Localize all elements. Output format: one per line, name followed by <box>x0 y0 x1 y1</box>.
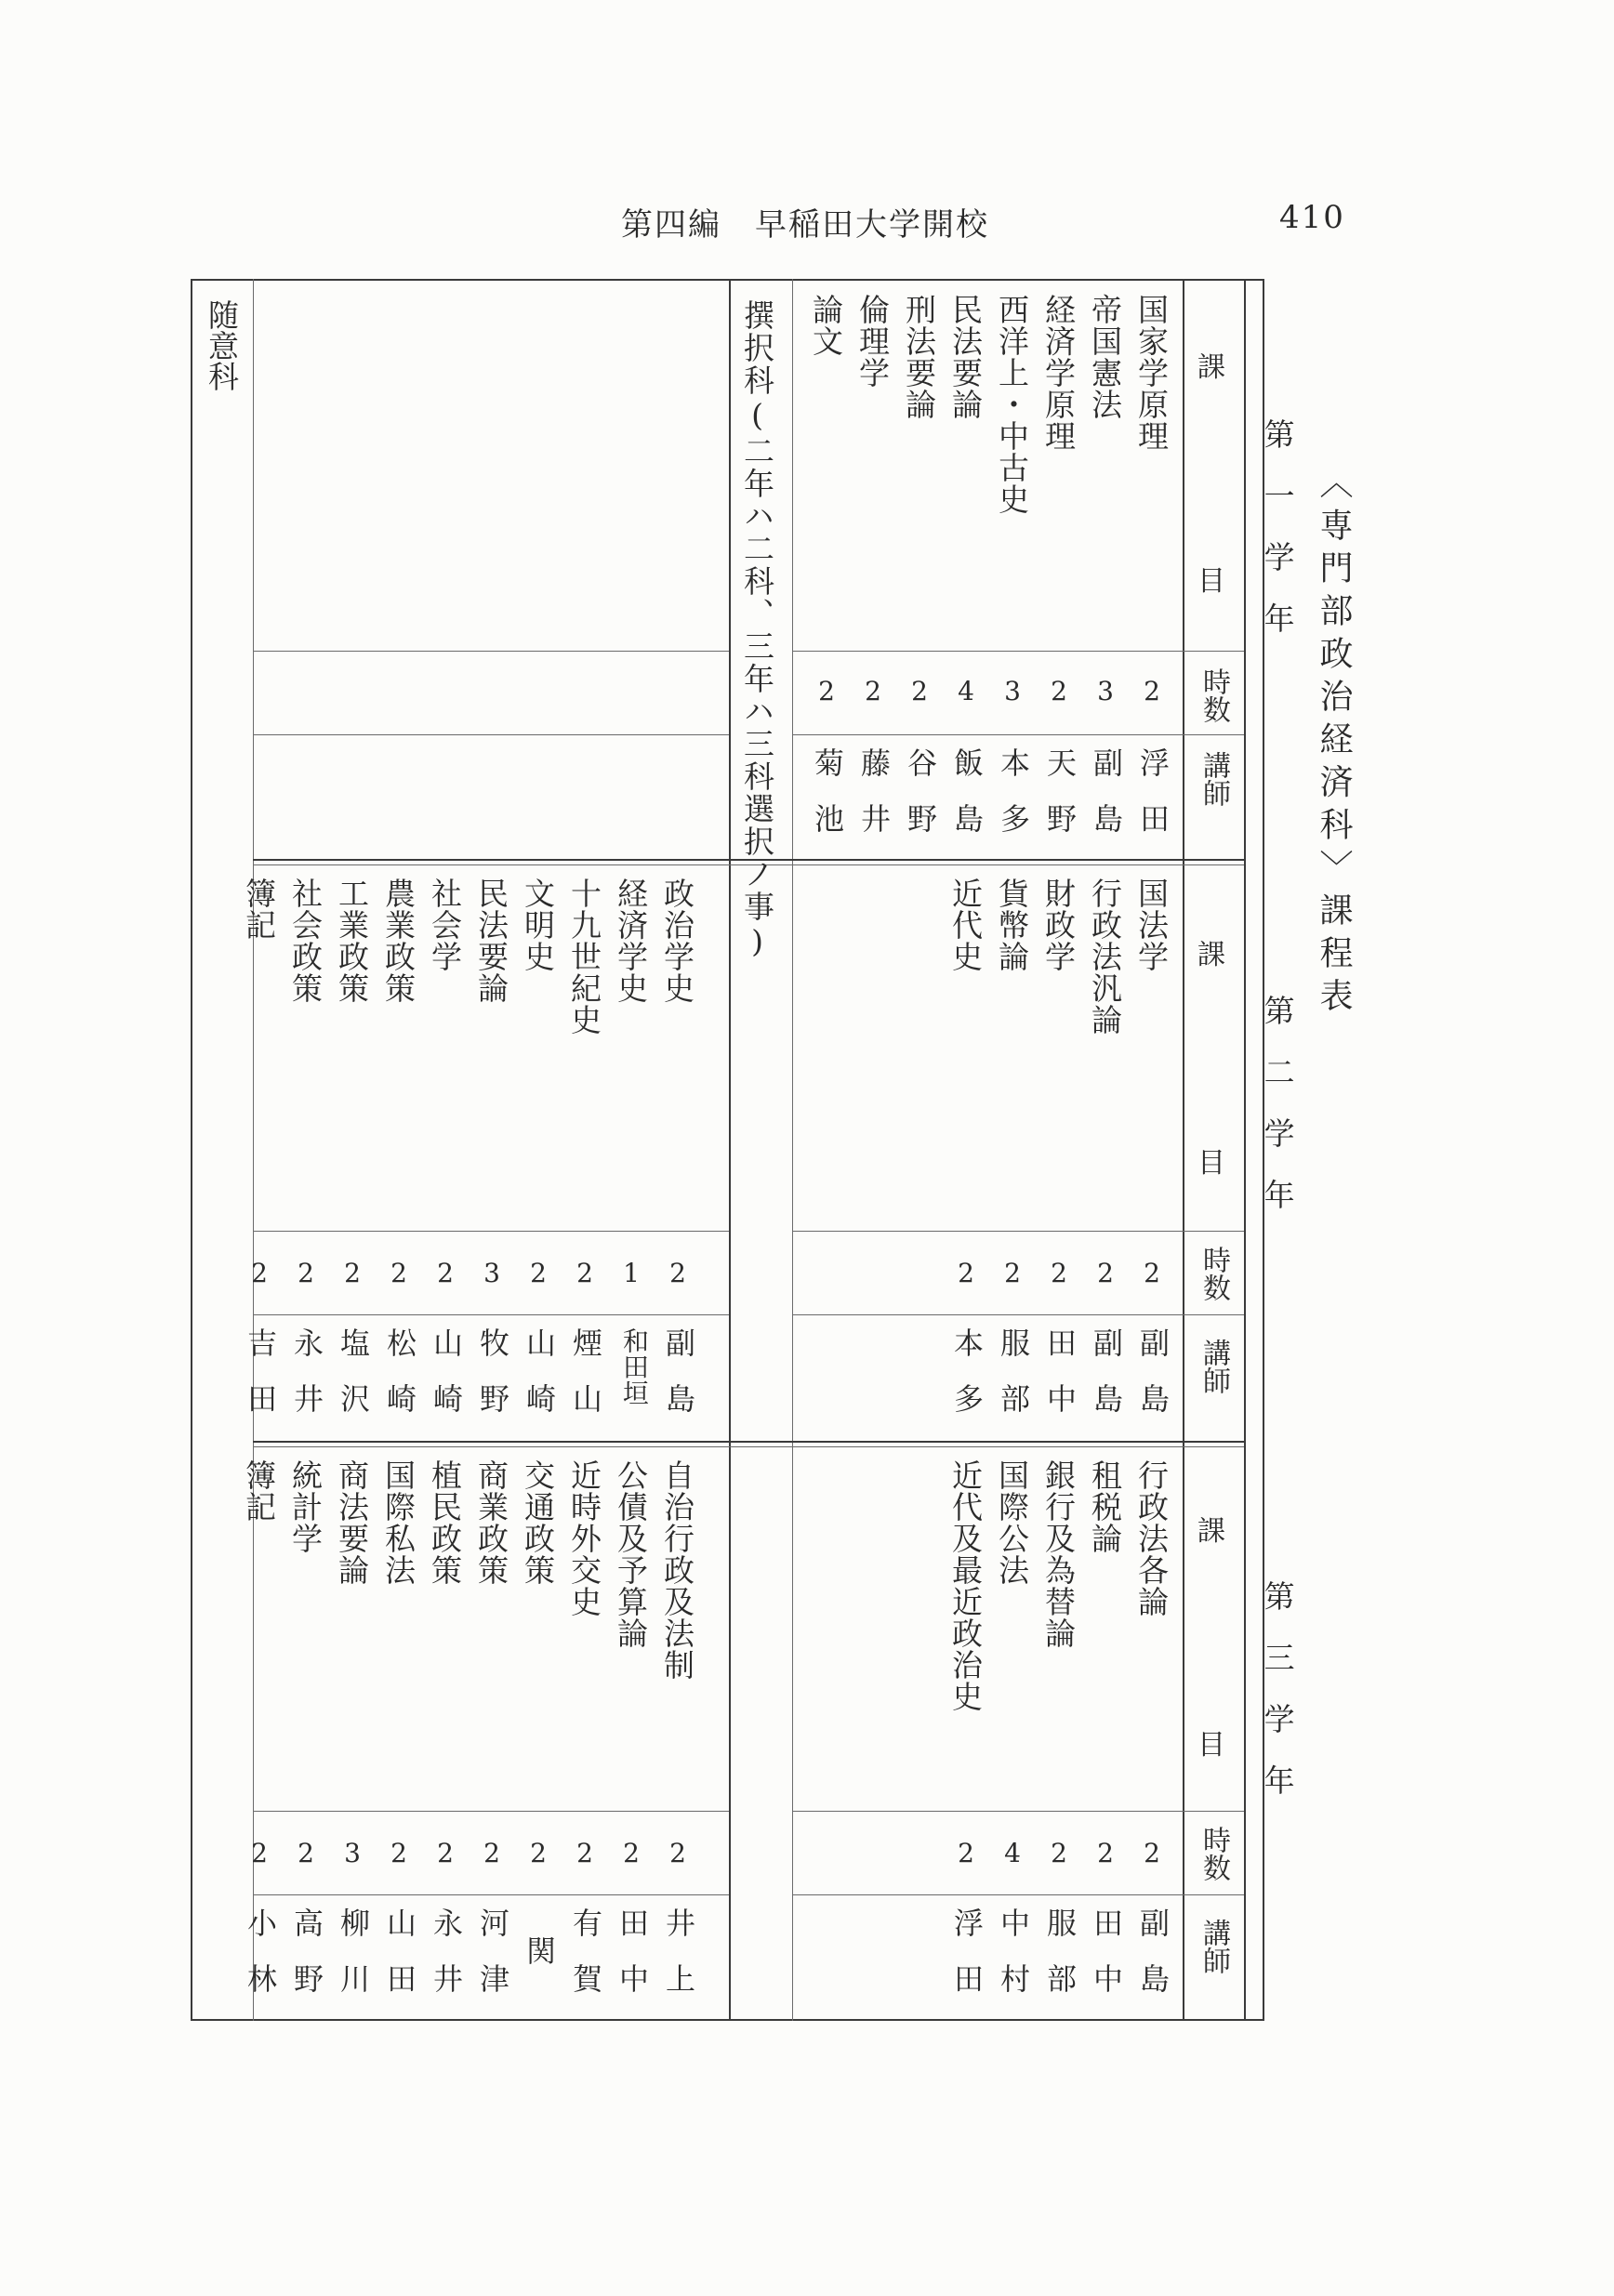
y2-subject-hours-divider <box>253 1231 729 1232</box>
y3-elective-hours: 2 <box>298 1838 314 1868</box>
y1-required-hours: 3 <box>1097 676 1114 706</box>
y2-elective-subject: 文明史 <box>520 877 556 972</box>
y3-elective-hours: 2 <box>576 1838 593 1868</box>
y3-hours-lecturer-divider <box>253 1894 729 1895</box>
y2-elective-subject: 経済学史 <box>613 877 649 1004</box>
y2-elective-lecturer: 松崎 <box>382 1327 417 1439</box>
y3-required-hours: 2 <box>1144 1838 1160 1868</box>
y3-label-subject-top: 課 <box>1197 1515 1225 1548</box>
y1-required-subject: 国家学原理 <box>1133 294 1170 452</box>
y3-elective-subject: 商法要論 <box>334 1459 370 1586</box>
y2-label-subject-bottom: 目 <box>1197 1147 1225 1180</box>
y3-required-subject: 銀行及為替論 <box>1040 1459 1077 1649</box>
y3-elective-lecturer: 河津 <box>475 1907 510 2019</box>
y3-elective-subject: 公債及予算論 <box>613 1459 649 1649</box>
y2-elective-hours: 2 <box>298 1258 314 1288</box>
y2-hours-lecturer-divider <box>253 1314 729 1315</box>
y1-required-subject: 西洋上・中古史 <box>994 294 1030 515</box>
y2-elective-lecturer: 山崎 <box>429 1327 464 1439</box>
y3-required-subject: 行政法各論 <box>1133 1459 1170 1617</box>
y2-required-lecturer: 副島 <box>1089 1327 1124 1439</box>
y2-elective-hours: 2 <box>390 1258 407 1288</box>
y2-hours-lecturer-divider-r <box>792 1314 1244 1315</box>
y1-required-subject: 帝国憲法 <box>1087 294 1123 420</box>
y2-required-lecturer: 田中 <box>1042 1327 1078 1439</box>
table-border-left <box>191 279 192 2021</box>
y2-elective-hours: 2 <box>669 1258 686 1288</box>
y3-elective-lecturer: 山田 <box>382 1907 417 2019</box>
y3-elective-subject: 自治行政及法制 <box>659 1459 695 1681</box>
y3-subject-hours-divider-r <box>792 1811 1244 1812</box>
y3-label-lecturer: 講師 <box>1197 1919 1230 1974</box>
y1-required-subject: 経済学原理 <box>1040 294 1077 452</box>
y3-required-hours: 2 <box>958 1838 974 1868</box>
y2-required-subject: 行政法汎論 <box>1087 877 1123 1036</box>
y3-required-lecturer: 田中 <box>1089 1907 1124 2019</box>
y3-elective-hours: 2 <box>669 1838 686 1868</box>
y2-elective-lecturer: 和田垣 <box>619 1327 650 1405</box>
y3-required-hours: 2 <box>1097 1838 1114 1868</box>
table-title: 〈専門部政治経済科〉課程表 <box>1315 465 1353 1021</box>
y2-elective-subject: 民法要論 <box>473 877 509 1004</box>
y3-elective-subject: 簿記 <box>241 1459 277 1523</box>
y3-label-div-b <box>1183 1894 1244 1895</box>
y2-required-subject: 貨幣論 <box>994 877 1030 972</box>
y2-elective-hours: 2 <box>576 1258 593 1288</box>
y2-elective-subject: 政治学史 <box>659 877 695 1004</box>
y2-required-subject: 国法学 <box>1133 877 1170 972</box>
y3-elective-subject: 植民政策 <box>427 1459 463 1586</box>
y3-elective-lecturer: 高野 <box>289 1907 324 2019</box>
y2-label-subject-top: 課 <box>1197 939 1225 971</box>
y3-elective-subject: 統計学 <box>287 1459 324 1554</box>
elective-col-left <box>729 279 731 2021</box>
y2-elective-hours: 1 <box>623 1258 640 1288</box>
y2-required-hours: 2 <box>1051 1258 1067 1288</box>
y1-label-lecturer: 講師 <box>1197 751 1230 807</box>
y1-required-subject: 民法要論 <box>947 294 984 420</box>
y2-required-lecturer: 本多 <box>949 1327 985 1439</box>
y3-elective-subject: 交通政策 <box>520 1459 556 1586</box>
y2-elective-hours: 2 <box>437 1258 454 1288</box>
y3-required-lecturer: 服部 <box>1042 1907 1078 2019</box>
year-3-label: 第 三 学 年 <box>1259 1580 1296 1795</box>
y3-subject-hours-divider <box>253 1811 729 1812</box>
y3-hours-lecturer-divider-r <box>792 1894 1244 1895</box>
y2-elective-hours: 2 <box>251 1258 268 1288</box>
table-border-top <box>191 279 1264 281</box>
optional-col-divider <box>253 279 254 2021</box>
chapter-title: 第四編 早稲田大学開校 <box>621 206 989 244</box>
y1-required-lecturer: 本多 <box>996 747 1031 859</box>
y2-label-div-b <box>1183 1314 1244 1315</box>
y2-required-hours: 2 <box>1004 1258 1021 1288</box>
y3-label-subject-bottom: 目 <box>1197 1729 1225 1762</box>
y3-elective-hours: 2 <box>251 1838 268 1868</box>
year-column-divider <box>1244 279 1246 2021</box>
y3-elective-hours: 3 <box>344 1838 361 1868</box>
y1-required-hours: 2 <box>865 676 881 706</box>
y3-elective-lecturer: 田中 <box>615 1907 650 2019</box>
y1-required-lecturer: 副島 <box>1089 747 1124 859</box>
y2-elective-subject: 農業政策 <box>380 877 417 1004</box>
y3-elective-hours: 2 <box>483 1838 500 1868</box>
y3-required-subject: 近代及最近政治史 <box>947 1459 984 1712</box>
y2-elective-lecturer: 山崎 <box>522 1327 557 1439</box>
y3-elective-hours: 2 <box>623 1838 640 1868</box>
y2-elective-subject: 簿記 <box>241 877 277 941</box>
y1-label-divider-1 <box>1183 651 1244 652</box>
y2-elective-lecturer: 塩沢 <box>336 1327 371 1439</box>
y2-elective-hours: 2 <box>344 1258 361 1288</box>
y1-required-subject: 論文 <box>808 294 844 357</box>
y2-elective-lecturer: 永井 <box>289 1327 324 1439</box>
y3-elective-hours: 2 <box>530 1838 547 1868</box>
y1-required-hours: 2 <box>1144 676 1160 706</box>
y2-elective-subject: 十九世紀史 <box>566 877 602 1036</box>
y3-elective-subject: 国際私法 <box>380 1459 417 1586</box>
y3-elective-lecturer: 関 <box>522 1935 557 1965</box>
year-1-label-shown: 第 一 学 年 <box>1259 418 1296 633</box>
y2-label-hours: 時数 <box>1197 1246 1230 1301</box>
y1-required-hours: 2 <box>1051 676 1067 706</box>
y3-elective-hours: 2 <box>390 1838 407 1868</box>
y2-required-hours: 2 <box>1144 1258 1160 1288</box>
y3-elective-lecturer: 柳川 <box>336 1907 371 2019</box>
y3-required-subject: 国際公法 <box>994 1459 1030 1586</box>
page-number: 410 <box>1279 199 1345 236</box>
y3-elective-lecturer: 永井 <box>429 1907 464 2019</box>
y1-required-lecturer: 菊池 <box>810 747 845 859</box>
y3-elective-subject: 商業政策 <box>473 1459 509 1586</box>
y2-elective-lecturer: 煙山 <box>568 1327 603 1439</box>
y1-required-hours: 2 <box>911 676 928 706</box>
y2-elective-hours: 2 <box>530 1258 547 1288</box>
y2-subject-hours-divider-r <box>792 1231 1244 1232</box>
table-border-bottom <box>191 2019 1264 2021</box>
y2-elective-lecturer: 副島 <box>661 1327 696 1439</box>
y3-elective-lecturer: 小林 <box>243 1907 278 2019</box>
y1-subject-hours-divider <box>253 651 729 652</box>
y3-required-subject: 租税論 <box>1087 1459 1123 1554</box>
y3-required-lecturer: 副島 <box>1135 1907 1171 2019</box>
y3-elective-hours: 2 <box>437 1838 454 1868</box>
y2-required-hours: 2 <box>1097 1258 1114 1288</box>
y2-label-lecturer: 講師 <box>1197 1339 1230 1394</box>
elective-heading: 撰択科(二年ハ二科、三年ハ三科選択ノ事) <box>739 299 775 961</box>
y2-elective-lecturer: 吉田 <box>243 1327 278 1439</box>
y2-elective-subject: 工業政策 <box>334 877 370 1004</box>
y1-label-div-b <box>1183 734 1244 735</box>
y1-label-hours: 時数 <box>1197 667 1230 723</box>
label-column-divider <box>1183 279 1184 2021</box>
y2-required-subject: 近代史 <box>947 877 984 972</box>
y3-label-div-a <box>1183 1811 1244 1812</box>
y2-required-lecturer: 服部 <box>996 1327 1031 1439</box>
y3-required-hours: 2 <box>1051 1838 1067 1868</box>
year-2-label: 第 二 学 年 <box>1259 995 1296 1209</box>
y1-label-subject-bottom: 目 <box>1197 565 1225 598</box>
elective-col-right <box>792 279 793 2021</box>
y3-required-lecturer: 中村 <box>996 1907 1031 2019</box>
y2-elective-hours: 3 <box>483 1258 500 1288</box>
y2-required-subject: 財政学 <box>1040 877 1077 972</box>
year2-year3-divider-inner <box>253 1446 1244 1447</box>
y1-required-subject: 倫理学 <box>854 294 891 389</box>
y3-elective-subject: 近時外交史 <box>566 1459 602 1617</box>
y1-required-hours: 2 <box>818 676 835 706</box>
y2-elective-subject: 社会学 <box>427 877 463 972</box>
y2-elective-lecturer: 牧野 <box>475 1327 510 1439</box>
y2-label-div-a <box>1183 1231 1244 1232</box>
y1-required-lecturer: 飯島 <box>949 747 985 859</box>
y1-required-lecturer: 谷野 <box>903 747 938 859</box>
y3-required-hours: 4 <box>1004 1838 1021 1868</box>
y1-hours-lecturer-divider-r <box>792 734 1244 735</box>
y3-required-lecturer: 浮田 <box>949 1907 985 2019</box>
y1-required-hours: 4 <box>958 676 974 706</box>
y1-required-lecturer: 天野 <box>1042 747 1078 859</box>
y2-elective-subject: 社会政策 <box>287 877 324 1004</box>
y1-subject-hours-divider-r <box>792 651 1183 652</box>
y1-label-subject-top: 課 <box>1197 351 1225 384</box>
y2-required-lecturer: 副島 <box>1135 1327 1171 1439</box>
y1-required-lecturer: 藤井 <box>856 747 892 859</box>
year2-year3-divider <box>253 1441 1244 1443</box>
y1-required-subject: 刑法要論 <box>901 294 937 420</box>
y3-label-hours: 時数 <box>1197 1826 1230 1881</box>
y1-required-lecturer: 浮田 <box>1135 747 1171 859</box>
y1-hours-lecturer-divider <box>253 734 729 735</box>
y1-required-hours: 3 <box>1004 676 1021 706</box>
y3-elective-lecturer: 有賀 <box>568 1907 603 2019</box>
y3-elective-lecturer: 井上 <box>661 1907 696 2019</box>
optional-heading: 随意科 <box>204 299 240 391</box>
y2-required-hours: 2 <box>958 1258 974 1288</box>
